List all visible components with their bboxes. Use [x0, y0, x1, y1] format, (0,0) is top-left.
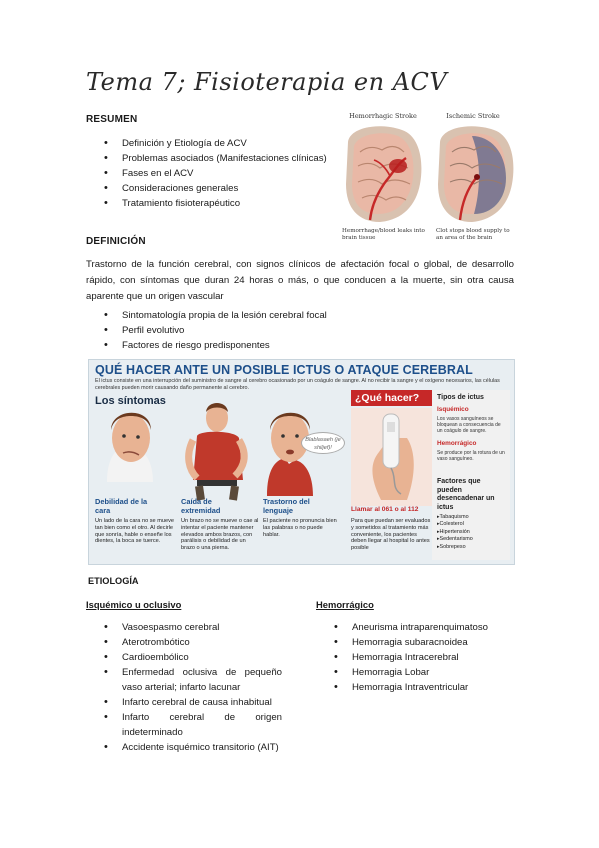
stroke-types-figure [340, 112, 514, 246]
page-title: Tema 7; Fisioterapia en ACV [86, 68, 448, 96]
infographic-subtitle: El ictus consiste en una interrupción del suministro de sangre al cerebro ocasionado por un coágulo de sangre. Al no recibir la sangre y el oxígeno necesarios, las células cerebrales pueden morir causando daño permanente al cerebro. [95, 378, 500, 391]
trastorno-heading: Trastorno del lenguaje [263, 497, 310, 515]
list-item: • Hemorragia subaracnoidea [316, 635, 516, 650]
list-item: • Infarto cerebral de origen indeterminado [86, 710, 282, 740]
list-item: ▸ Tabaquismo [437, 514, 473, 521]
list-item: • Fases en el ACV [86, 166, 330, 181]
hemorragico-list [316, 620, 516, 695]
list-item: • Hemorragia Intraventricular [316, 680, 516, 695]
resumen-list [86, 136, 330, 211]
isquemico-heading: Isquémico u oclusivo [86, 599, 182, 610]
list-item: • Accidente isquémico transitorio (AIT) [86, 740, 282, 755]
list-item: • Definición y Etiología de ACV [86, 136, 330, 151]
definicion-heading: DEFINICIÓN [86, 236, 146, 247]
caida-text: Un brazo no se mueve o cae al intentar el paciente mantener elevados ambos brazos, con parálisis o debilidad de un brazo o una pierna. [181, 518, 259, 552]
que-hacer-heading: ¿Qué hacer? [351, 390, 437, 406]
hemorrhagic-brain-icon [346, 126, 421, 222]
tipos-heading: Tipos de ictus [437, 394, 484, 401]
list-item: ▸ Sobrepeso [437, 544, 473, 551]
list-item: ▸ Sedentarismo [437, 536, 473, 543]
hemorragico-label: Hemorrágico [437, 440, 477, 447]
list-item: • Hemorragia Intracerebral [316, 650, 516, 665]
list-item: • Problemas asociados (Manifestaciones clínicas) [86, 151, 330, 166]
factores-heading: Factores que pueden desencadenar un ictus [437, 478, 495, 511]
llamar-text: Para que puedan ser evaluados y sometidos al tratamiento más conveniente, los pacientes deben llegar al hospital lo antes posible [351, 518, 431, 552]
debilidad-heading: Debilidad de la cara [95, 497, 148, 515]
list-item: ▸ Hipertensión [437, 529, 473, 536]
list-item: • Aneurisma intraparenquimatoso [316, 620, 516, 635]
sintomas-heading: Los síntomas [95, 395, 166, 407]
brain-illustrations [340, 122, 514, 234]
tipos-panel [432, 390, 510, 560]
list-item: • Sintomatología propia de la lesión cerebral focal [86, 308, 386, 323]
resumen-heading: RESUMEN [86, 114, 138, 125]
stroke-infographic [88, 359, 515, 565]
definicion-list [86, 308, 386, 353]
hemorrhagic-label: Hemorrhagic Stroke [349, 112, 417, 120]
llamar-heading: Llamar al 061 o al 112 [351, 506, 419, 513]
list-item: • Infarto cerebral de causa inhabitual [86, 695, 282, 710]
list-item: ▸ Colesterol [437, 521, 473, 528]
isquemico-list [86, 620, 282, 755]
hemorragico-heading: Hemorrágico [316, 599, 374, 610]
list-item: • Vasoespasmo cerebral [86, 620, 282, 635]
hemorragico-text: Se produce por la rotura de un vaso sanguíneo. [437, 450, 505, 462]
hemorrhagic-caption: Hemorrhage/blood leaks into brain tissue [342, 228, 425, 241]
trastorno-text: El paciente no pronuncia bien las palabras o no puede hablar. [263, 518, 337, 538]
debilidad-text: Un lado de la cara no se mueve tan bien como el otro. Al decirle que sonría, hable o enseñe los dientes, la boca se tuerce. [95, 518, 174, 545]
etiologia-heading: ETIOLOGÍA [88, 576, 139, 586]
ischemic-caption: Clot stops blood supply to an area of the brain [436, 228, 510, 241]
caida-heading: Caída de extremidad [181, 497, 221, 515]
list-item: • Factores de riesgo predisponentes [86, 338, 386, 353]
list-item: • Cardioembólico [86, 650, 282, 665]
isquemico-label: Isquémico [437, 406, 469, 413]
list-item: • Consideraciones generales [86, 181, 330, 196]
factores-list [437, 514, 473, 551]
list-item: • Tratamiento fisioterapéutico [86, 196, 330, 211]
arm-drop-icon [189, 403, 245, 500]
isquemico-text: Los vasos sanguíneos se bloquean a consecuencia de un coágulo de sangre. [437, 416, 501, 434]
ischemic-label: Ischemic Stroke [446, 112, 500, 120]
speech-bubble: Blablasaeh (je shiljef)! [301, 432, 345, 454]
ischemic-brain-icon [438, 126, 513, 222]
list-item: • Perfil evolutivo [86, 323, 386, 338]
phone-hand-icon [351, 408, 433, 506]
list-item: • Aterotrombótico [86, 635, 282, 650]
speech-disorder-icon [267, 413, 313, 496]
list-item: • Enfermedad oclusiva de pequeño vaso arterial; infarto lacunar [86, 665, 282, 695]
infographic-title: QUÉ HACER ANTE UN POSIBLE ICTUS O ATAQUE CEREBRAL [95, 363, 473, 377]
list-item: • Hemorragia Lobar [316, 665, 516, 680]
definicion-text: Trastorno de la función cerebral, con signos clínicos de afectación focal o global, de desarrollo rápido, con síntomas que duran 24 horas o más, o que conducen a la muerte, sin otra causa aparente que un origen vascular [86, 259, 514, 302]
face-weakness-icon [107, 413, 153, 482]
